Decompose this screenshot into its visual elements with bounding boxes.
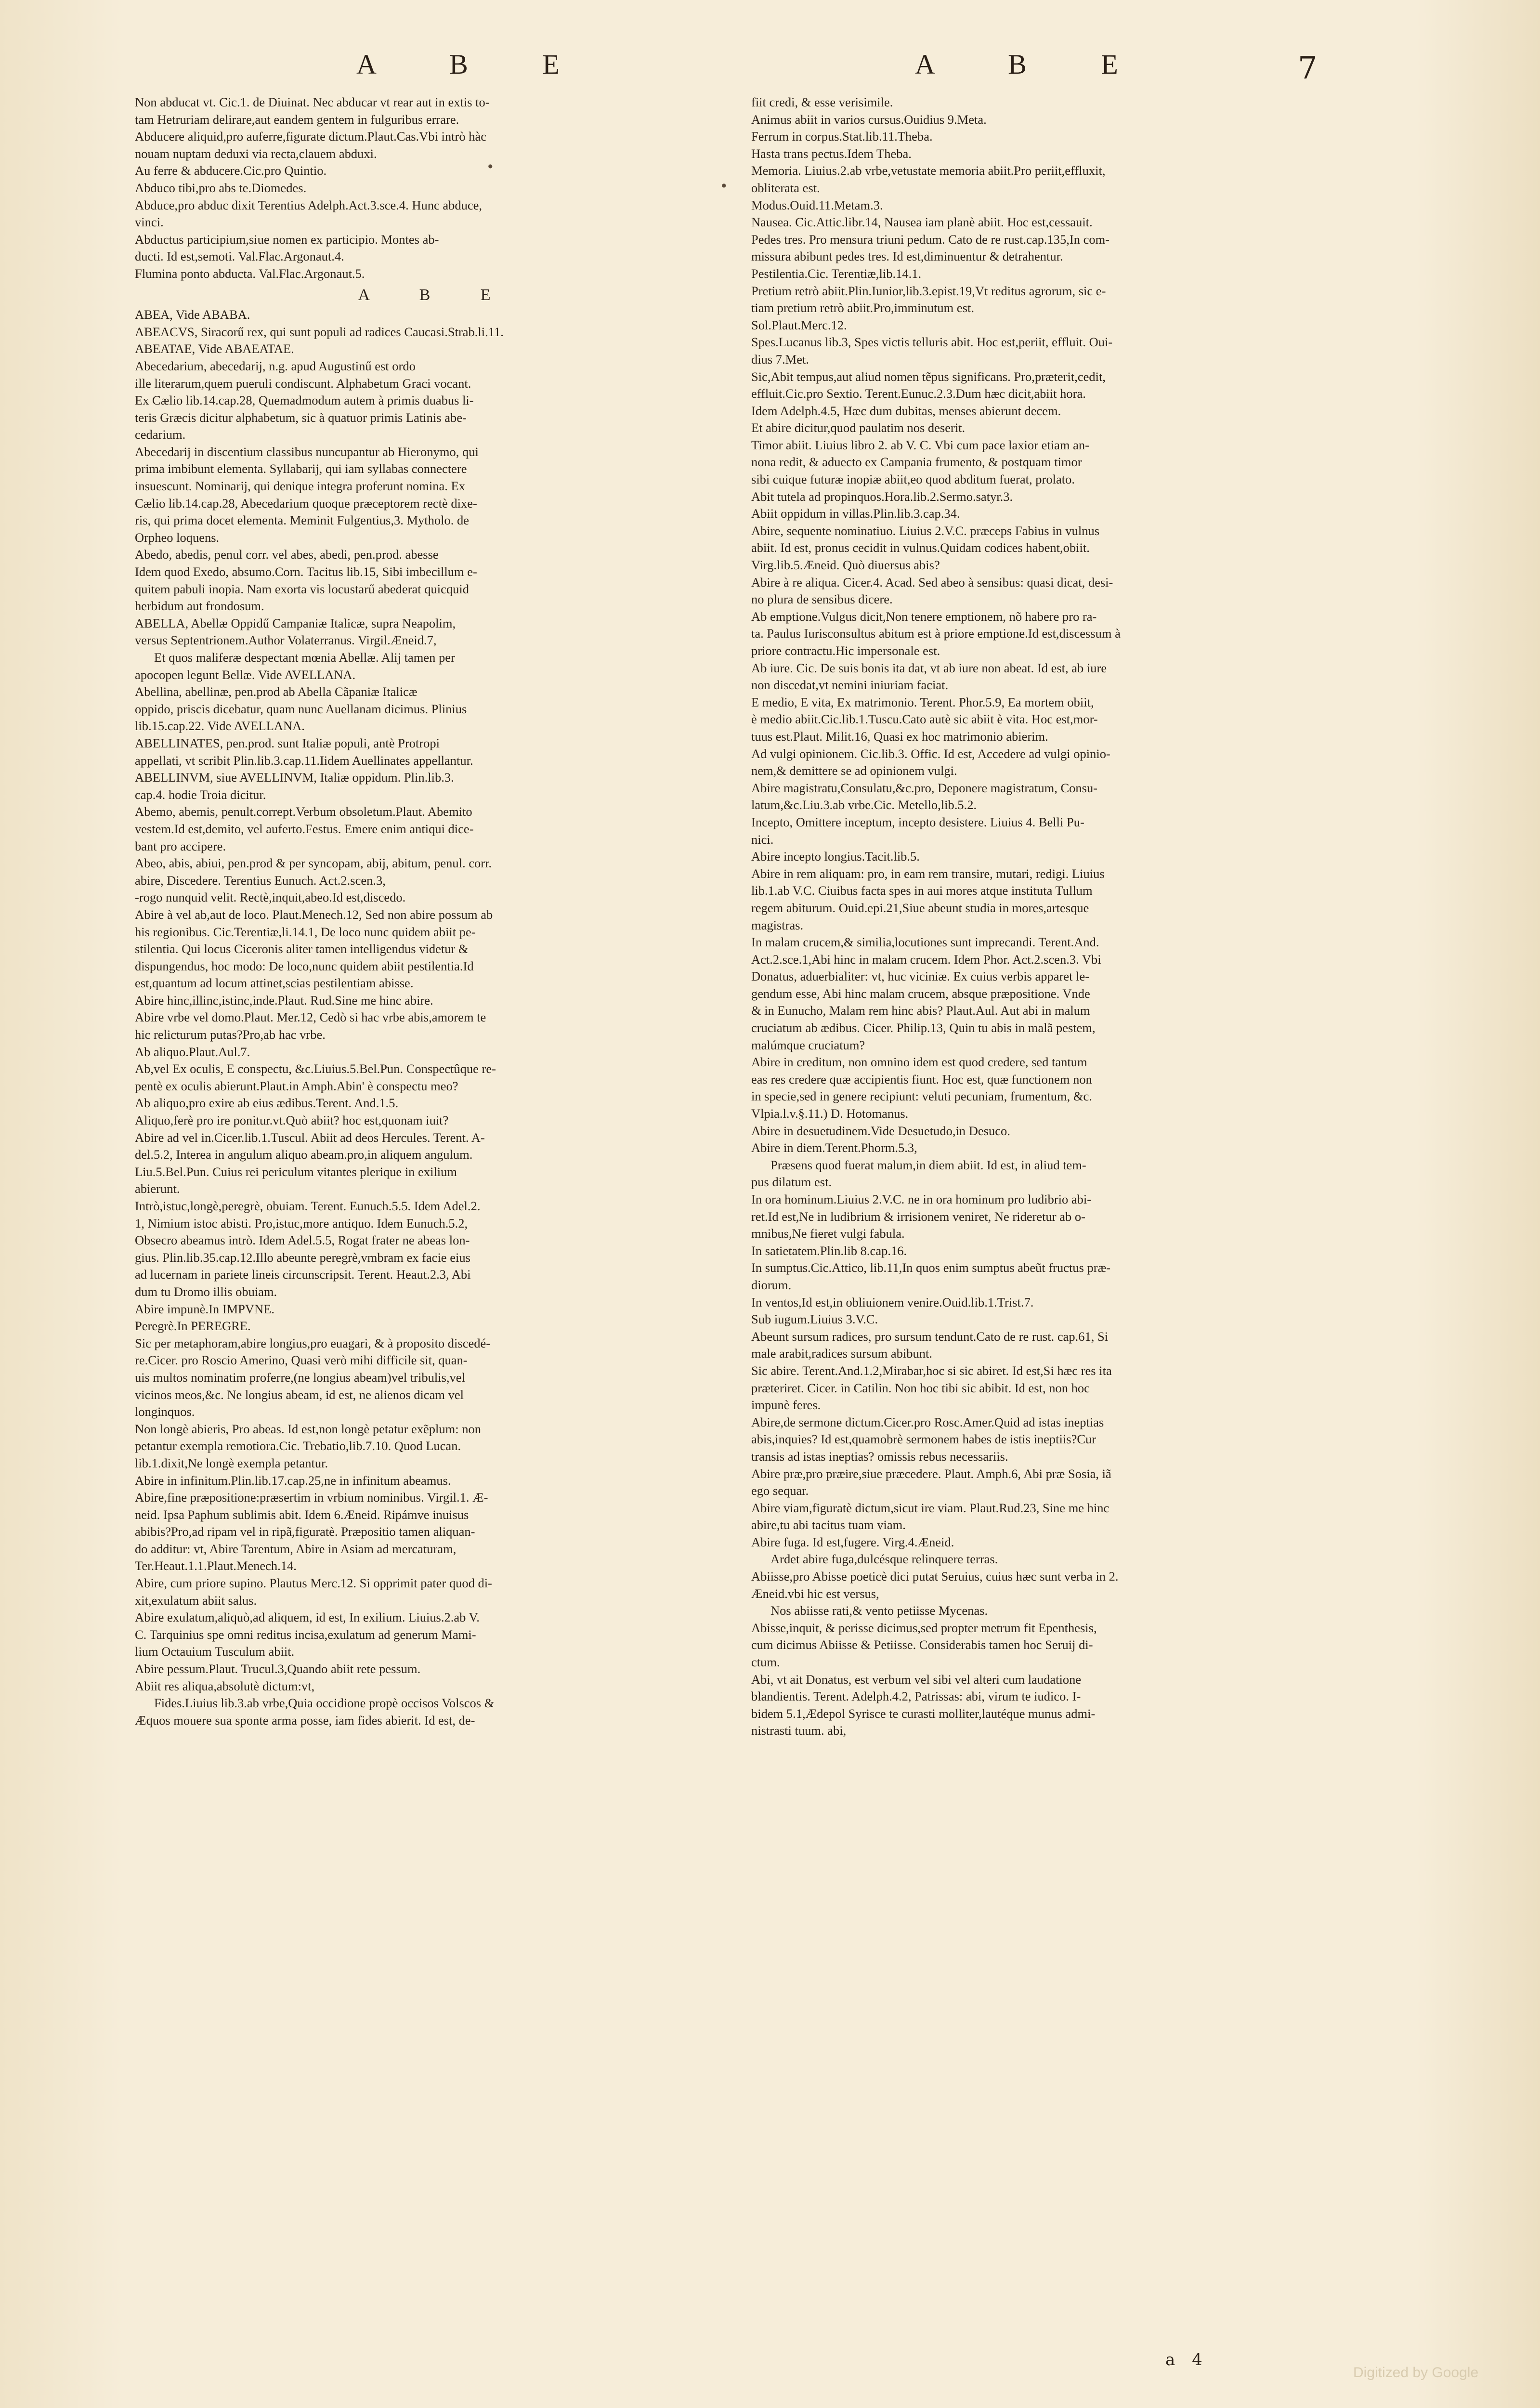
text-line: herbidum aut frondosum. xyxy=(135,599,264,614)
text-line: Nausea. Cic.Attic.libr.14, Nausea iam planè abiit. Hoc est,cessauit. xyxy=(751,215,1093,230)
text-line: Abire in rem aliquam: pro, in eam rem transire, mutari, redigi. Liuius xyxy=(751,866,1105,881)
text-line: Abduco tibi,pro abs te.Diomedes. xyxy=(135,180,307,195)
text-line: In ventos,Id est,in obliuionem venire.Ouid.lib.1.Trist.7. xyxy=(751,1295,1034,1309)
text-line: Abellina, abellinæ, pen.prod ab Abella Cãpaniæ Italicæ xyxy=(135,684,418,699)
text-line: lium Octauium Tusculum abiit. xyxy=(135,1644,295,1659)
text-line: ABEATAE, Vide ABAEATAE. xyxy=(135,341,294,356)
text-line: ris, qui prima docet elementa. Meminit Fulgentius,3. Mytholo. de xyxy=(135,513,470,528)
text-line: Abire in infinitum.Plin.lib.17.cap.25,ne in infinitum abeamus. xyxy=(135,1473,451,1488)
text-line: do additur: vt, Abire Tarentum, Abire in Asiam ad mercaturam, xyxy=(135,1541,457,1556)
text-line: Abemo, abemis, penult.corrept.Verbum obsoletum.Plaut. Abemito xyxy=(135,804,472,819)
text-line: abibis?Pro,ad ripam vel in ripã,figuratè. Præpositio tamen aliquan- xyxy=(135,1524,475,1539)
text-line: Abire,de sermone dictum.Cicer.pro Rosc.Amer.Quid ad istas ineptias xyxy=(751,1414,1104,1429)
text-line: Abire in diem.Terent.Phorm.5.3, xyxy=(751,1140,917,1155)
text-line: Sic per metaphoram,abire longius,pro euagari, & à proposito discedé- xyxy=(135,1335,491,1350)
text-line: cedarium. xyxy=(135,427,186,442)
text-line: Abire hinc,illinc,istinc,inde.Plaut. Rud.Sine me hinc abire. xyxy=(135,993,433,1008)
text-line: Abire à vel ab,aut de loco. Plaut.Menech.12, Sed non abire possum ab xyxy=(135,907,493,922)
bullet-mark: • xyxy=(720,178,728,194)
text-line: ctum. xyxy=(751,1655,780,1670)
text-line: Animus abiit in varios cursus.Ouidius 9.Meta. xyxy=(751,112,987,127)
text-line: versus Septentrionem.Author Volaterranus. Virgil.Æneid.7, xyxy=(135,633,437,648)
text-line: bidem 5.1,Ædepol Syrisce te curasti molliter,lautéque munus admi- xyxy=(751,1706,1096,1721)
text-line: dispungendus, hoc modo: De loco,nunc quidem abiit pestilentia.Id xyxy=(135,958,474,973)
text-line: cap.4. hodie Troia dicitur. xyxy=(135,787,266,802)
text-line: Obsecro abeamus intrò. Idem Adel.5.5, Rogat frater ne abeas lon- xyxy=(135,1233,470,1248)
text-line: lib.15.cap.22. Vide AVELLANA. xyxy=(135,719,305,733)
text-line: Donatus, aduerbialiter: vt, huc viciniæ. Ex cuius verbis apparet le- xyxy=(751,969,1090,984)
text-line: ducti. Id est,semoti. Val.Flac.Argonaut.4. xyxy=(135,249,344,264)
text-line: cum dicimus Abiisse & Petiisse. Considerabis tamen hoc Seruij di- xyxy=(751,1637,1093,1652)
text-line: Pedes tres. Pro mensura triuni pedum. Cato de re rust.cap.135,In com- xyxy=(751,232,1110,247)
text-line: lib.1.dixit,Ne longè exempla petantur. xyxy=(135,1455,328,1470)
text-line: Act.2.sce.1,Abi hinc in malam crucem. Idem Phor. Act.2.scen.3. Vbi xyxy=(751,952,1101,967)
text-line: prima imbibunt elementa. Syllabarij, qui iam syllabas connectere xyxy=(135,461,467,476)
text-line: quitem pabuli inopia. Nam exorta vis locustarű abederat quicquid xyxy=(135,581,469,596)
text-line: Peregrè.In PEREGRE. xyxy=(135,1319,251,1334)
text-line: præteriret. Cicer. in Catilin. Non hoc tibi sic abibit. Id est, non hoc xyxy=(751,1380,1090,1395)
text-line: obliterata est. xyxy=(751,180,820,195)
text-line: sibi cuique futuræ inopiæ abiit,eo quod abditum fuerat, prolato. xyxy=(751,472,1075,487)
text-line: Abire, cum priore supino. Plautus Merc.12. Si opprimit pater quod di- xyxy=(135,1576,492,1591)
text-line: Sol.Plaut.Merc.12. xyxy=(751,317,847,332)
text-line: Et quos maliferæ despectant mœnia Abellæ. Alij tamen per xyxy=(154,650,455,665)
text-line: Pretium retrò abiit.Plin.Iunior,lib.3.epist.19,Vt reditus agrorum, sic e- xyxy=(751,283,1106,298)
text-line: Sub iugum.Liuius 3.V.C. xyxy=(751,1312,878,1327)
text-line: Abiisse,pro Abisse poeticè dici putat Seruius, cuius hæc sunt verba in 2. xyxy=(751,1569,1119,1584)
text-line: Abit tutela ad propinquos.Hora.lib.2.Sermo.satyr.3. xyxy=(751,489,1013,504)
text-line: Aliquo,ferè pro ire ponitur.vt.Quò abiit? hoc est,quonam iuit? xyxy=(135,1113,449,1128)
text-line: Ferrum in corpus.Stat.lib.11.Theba. xyxy=(751,129,933,144)
text-line: Ab iure. Cic. De suis bonis ita dat, vt ab iure non abeat. Id est, ab iure xyxy=(751,660,1107,675)
text-line: Abeunt sursum radices, pro sursum tendunt.Cato de re rust. cap.61, Si xyxy=(751,1329,1109,1344)
text-line: apocopen legunt Bellæ. Vide AVELLANA. xyxy=(135,667,356,682)
text-line: Liu.5.Bel.Pun. Cuius rei periculum vitantes plerique in exilium xyxy=(135,1164,457,1179)
text-line: è medio abiit.Cic.lib.1.Tuscu.Cato autè sic abiit è vita. Hoc est,mor- xyxy=(751,712,1098,727)
text-line: ta. Paulus Iurisconsultus abitum est à priore emptione.Id est,discessum à xyxy=(751,626,1121,641)
text-line: Ab,vel Ex oculis, E conspectu, &c.Liuius.5.Bel.Pun. Conspectûque re- xyxy=(135,1061,496,1076)
text-line: 1, Nimium istoc abisti. Pro,istuc,more antiquo. Idem Eunuch.5.2, xyxy=(135,1216,468,1230)
text-line: Abire in desuetudinem.Vide Desuetudo,in Desuco. xyxy=(751,1123,1010,1138)
text-line: Abducere aliquid,pro auferre,figurate dictum.Plaut.Cas.Vbi intrò hàc xyxy=(135,129,486,144)
text-line: Abiit res aliqua,absolutè dictum:vt, xyxy=(135,1678,315,1693)
text-line: Abductus participium,siue nomen ex participio. Montes ab- xyxy=(135,232,439,247)
right-text-column xyxy=(751,94,1353,1740)
text-line: neid. Ipsa Paphum sublimis abit. Idem 6.Æneid. Ripámve inuisus xyxy=(135,1507,469,1522)
text-line: petantur exempla remotiora.Cic. Trebatio,lib.7.10. Quod Lucan. xyxy=(135,1439,461,1453)
text-line: Ter.Heaut.1.1.Plaut.Menech.14. xyxy=(135,1558,297,1573)
text-line: Ardet abire fuga,dulcésque relinquere terras. xyxy=(770,1552,998,1567)
text-line: Abire incepto longius.Tacit.lib.5. xyxy=(751,849,920,864)
text-line: Memoria. Liuius.2.ab vrbe,vetustate memoria abiit.Pro periit,effluxit, xyxy=(751,163,1106,178)
text-line: vicinos meos,&c. Ne longius abeam, id est, ne alienos dicam vel xyxy=(135,1387,464,1402)
text-line: transis ad istas ineptias? omissis rebus necessariis. xyxy=(751,1449,1008,1464)
text-line: Non abducat vt. Cic.1. de Diuinat. Nec abducar vt rear aut in extis to- xyxy=(135,95,490,109)
text-line: Abire in creditum, non omnino idem est quod credere, sed tantum xyxy=(751,1055,1087,1070)
text-line: & in Eunucho, Malam rem hinc abis? Plaut.Aul. Aut abi in malum xyxy=(751,1003,1090,1018)
text-line: non discedat,vt nemini iniuriam faciat. xyxy=(751,678,949,693)
text-line: tuus est.Plaut. Milit.16, Quasi ex hoc matrimonio abierim. xyxy=(751,729,1048,744)
text-line: Sic,Abit tempus,aut aliud nomen tẽpus significans. Pro,præterit,cedit, xyxy=(751,369,1106,384)
text-line: pentè ex oculis abierunt.Plaut.in Amph.Abin' è conspectu meo? xyxy=(135,1078,458,1093)
text-line: Spes.Lucanus lib.3, Spes victis telluris abit. Hoc est,periit, effluit. Oui- xyxy=(751,335,1113,350)
text-line: Ab emptione.Vulgus dicit,Non tenere emptionem, nõ habere pro ra- xyxy=(751,609,1097,624)
text-line: Abedo, abedis, penul corr. vel abes, abedi, pen.prod. abesse xyxy=(135,547,439,562)
running-head-left: A B E xyxy=(356,49,593,80)
text-line: vestem.Id est,demito, vel auferto.Festus. Emere enim antiqui dice- xyxy=(135,821,474,836)
text-line: Abire fuga. Id est,fugere. Virg.4.Æneid. xyxy=(751,1534,954,1549)
text-line: vinci. xyxy=(135,215,164,230)
text-line: Abire viam,figuratè dictum,sicut ire viam. Plaut.Rud.23, Sine me hinc xyxy=(751,1500,1109,1515)
text-line: Ex Cælio lib.14.cap.28, Quemadmodum autem à primis duabus li- xyxy=(135,393,474,408)
text-line: Abecedarij in discentium classibus nuncupantur ab Hieronymo, qui xyxy=(135,444,479,459)
left-text-column xyxy=(135,94,737,1729)
text-line: Abire exulatum,aliquò,ad aliquem, id est, In exilium. Liuius.2.ab V. xyxy=(135,1610,480,1625)
text-line: Virg.lib.5.Æneid. Quò diuersus abis? xyxy=(751,558,940,573)
text-line: Orpheo loquens. xyxy=(135,530,220,545)
text-line: Abire præ,pro præire,siue præcedere. Plaut. Amph.6, Abi præ Sosia, iã xyxy=(751,1466,1111,1481)
text-line: ABELLINVM, siue AVELLINVM, Italiæ oppidum. Plin.lib.3. xyxy=(135,770,454,785)
text-line: fiit credi, & esse verisimile. xyxy=(751,95,893,109)
text-line: Ab aliquo,pro exire ab eius ædibus.Terent. And.1.5. xyxy=(135,1096,399,1111)
text-line: Abisse,inquit, & perisse dicimus,sed propter metrum fit Epenthesis, xyxy=(751,1620,1097,1635)
text-line: ret.Id est,Ne in ludibrium & irrisionem veniret, Ne rideretur ab o- xyxy=(751,1209,1085,1224)
text-line: Idem Adelph.4.5, Hæc dum dubitas, menses abierunt decem. xyxy=(751,403,1061,418)
text-line: in specie,sed in genere recipiunt: veluti pecuniam, frumentum, &c. xyxy=(751,1089,1092,1104)
text-line: Hasta trans pectus.Idem Theba. xyxy=(751,146,912,161)
text-line: tiam pretium retrò abiit.Pro,imminutum est. xyxy=(751,301,974,315)
text-line: hic relicturum putas?Pro,ab hac vrbe. xyxy=(135,1027,326,1042)
text-line: Abire pessum.Plaut. Trucul.3,Quando abiit rete pessum. xyxy=(135,1662,421,1676)
text-line: Et abire dicitur,quod paulatim nos deserit. xyxy=(751,420,966,435)
text-line: abiit. Id est, pronus cecidit in vulnus.Quidam codices habent,obiit. xyxy=(751,540,1090,555)
text-line: Cælio lib.14.cap.28, Abecedarium quoque præceptorem rectè dixe- xyxy=(135,496,477,510)
text-line: In sumptus.Cic.Attico, lib.11,In quos enim sumptus abeũt fructus præ- xyxy=(751,1260,1111,1275)
text-line: Præsens quod fuerat malum,in diem abiit. Id est, in aliud tem- xyxy=(770,1157,1086,1172)
text-line: gendum esse, Abi hinc malam crucem, absque præpositione. Vnde xyxy=(751,986,1090,1001)
text-line: eas res credere quæ accipientis fiunt. Hoc est, quæ functionem non xyxy=(751,1072,1092,1086)
text-line: effluit.Cic.pro Sextio. Terent.Eunuc.2.3.Dum hæc dicit,abiit hora. xyxy=(751,386,1086,401)
text-line: malúmque cruciatum? xyxy=(751,1037,865,1052)
text-line: diorum. xyxy=(751,1277,792,1292)
digitization-watermark: Digitized by Google xyxy=(1353,2365,1479,2381)
text-line: teris Græcis dicitur alphabetum, sic à quatuor primis Latinis abe- xyxy=(135,410,467,425)
text-line: nistrasti tuum. abi, xyxy=(751,1723,847,1738)
text-line: ego sequar. xyxy=(751,1483,809,1498)
text-line: magistras. xyxy=(751,917,804,932)
text-line: pus dilatum est. xyxy=(751,1175,832,1190)
text-line: Intrò,istuc,longè,peregrè, obuiam. Terent. Eunuch.5.5. Idem Adel.2. xyxy=(135,1199,481,1213)
running-head-right: A B E xyxy=(915,49,1152,80)
text-line: Ad vulgi opinionem. Cic.lib.3. Offic. Id est, Accedere ad vulgi opinio- xyxy=(751,746,1110,761)
text-line: longinquos. xyxy=(135,1404,195,1419)
text-line: In malam crucem,& similia,locutiones sunt imprecandi. Terent.And. xyxy=(751,935,1099,950)
text-line: ABELLINATES, pen.prod. sunt Italiæ populi, antè Protropi xyxy=(135,735,440,750)
text-line: nouam nuptam deduxi via recta,clauem abduxi. xyxy=(135,146,377,161)
text-line: Abire vrbe vel domo.Plaut. Mer.12, Cedò si hac vrbe abis,amorem te xyxy=(135,1010,486,1025)
text-line: stilentia. Qui locus Ciceronis aliter tamen intelligendus videtur & xyxy=(135,942,469,956)
text-line: nem,& demittere se ad opinionem vulgi. xyxy=(751,763,957,778)
text-line: Modus.Ouid.11.Metam.3. xyxy=(751,197,883,212)
page-number: 7 xyxy=(1298,51,1318,86)
text-line: Abi, vt ait Donatus, est verbum vel sibi vel alteri cum laudatione xyxy=(751,1672,1082,1687)
text-line: Nos abiisse rati,& vento petiisse Mycenas. xyxy=(770,1603,988,1618)
text-line: insuescunt. Nominarij, qui denique integra proferunt nomina. Ex xyxy=(135,479,465,494)
text-line: E medio, E vita, Ex matrimonio. Terent. Phor.5.9, Ea mortem obiit, xyxy=(751,694,1094,709)
text-line: est,quantum ad locum attinet,scias pestilentiam abisse. xyxy=(135,976,414,991)
text-line: mnibus,Ne fieret vulgi fabula. xyxy=(751,1226,905,1241)
text-line: del.5.2, Interea in angulum aliquo abeam.pro,in aliquem angulum. xyxy=(135,1147,473,1162)
text-line: C. Tarquinius spe omni reditus incisa,exulatum ad generum Mami- xyxy=(135,1627,476,1642)
text-line: Abire ad vel in.Cicer.lib.1.Tuscul. Abiit ad deos Hercules. Terent. A- xyxy=(135,1130,485,1145)
text-line: abierunt. xyxy=(135,1181,180,1196)
text-line: Incepto, Omittere inceptum, incepto desistere. Liuius 4. Belli Pu- xyxy=(751,814,1084,829)
text-line: Abire magistratu,Consulatu,&c.pro, Deponere magistratum, Consu- xyxy=(751,780,1098,795)
text-line: nici. xyxy=(751,832,774,847)
text-line: In ora hominum.Liuius 2.V.C. ne in ora hominum pro ludibrio abi- xyxy=(751,1192,1092,1206)
text-line: Idem quod Exedo, absumo.Corn. Tacitus lib.15, Sibi imbecillum e- xyxy=(135,564,477,579)
text-line: ABELLA, Abellæ Oppidű Campaniæ Italicæ, supra Neapolim, xyxy=(135,615,456,630)
text-line: Abiit oppidum in villas.Plin.lib.3.cap.34. xyxy=(751,506,960,521)
text-line: re.Cicer. pro Roscio Amerino, Quasi verò mihi difficile sit, quan- xyxy=(135,1353,468,1368)
text-line: Au ferre & abducere.Cic.pro Quintio. xyxy=(135,163,327,178)
text-line: oppido, priscis dicebatur, quam nunc Auellanam dicimus. Plinius xyxy=(135,701,467,716)
text-line: abire, Discedere. Terentius Eunuch. Act.2.scen.3, xyxy=(135,873,386,888)
text-line: ad lucernam in pariete lineis circunscripsit. Terent. Heaut.2.3, Abi xyxy=(135,1267,471,1282)
text-line: Abecedarium, abecedarij, n.g. apud Augustinű est ordo xyxy=(135,358,416,373)
text-line: Abduce,pro abduc dixit Terentius Adelph.Act.3.sce.4. Hunc abduce, xyxy=(135,197,483,212)
signature-mark: a 4 xyxy=(1165,2350,1208,2369)
text-line: ABEA, Vide ABABA. xyxy=(135,307,250,322)
text-line: Abire impunè.In IMPVNE. xyxy=(135,1301,274,1316)
text-line: Non longè abieris, Pro abeas. Id est,non longè petatur exẽplum: non xyxy=(135,1421,482,1436)
text-line: male arabit,radices sursum abibunt. xyxy=(751,1346,933,1361)
text-line: dum tu Dromo illis obuiam. xyxy=(135,1284,277,1299)
text-line: nona redit, & aduecto ex Campania frumento, & postquam timor xyxy=(751,455,1082,470)
text-line: Pestilentia.Cic. Terentiæ,lib.14.1. xyxy=(751,266,922,281)
text-line: abis,inquies? Id est,quamobrè sermonem habes de istis ineptiis?Cur xyxy=(751,1432,1096,1447)
text-line: tam Hetruriam delirare,aut eandem gentem in fulguribus errare. xyxy=(135,112,459,127)
text-line: Abire, sequente nominatiuo. Liuius 2.V.C. præceps Fabius in vulnus xyxy=(751,523,1100,538)
text-line: abire,tu abi tacitus tuam viam. xyxy=(751,1518,906,1532)
text-line: priore contractu.Hic impersonale est. xyxy=(751,643,940,658)
text-line: Sic abire. Terent.And.1.2,Mirabar,hoc si sic abiret. Id est,Si hæc res ita xyxy=(751,1363,1112,1378)
text-line: Abire à re aliqua. Cicer.4. Acad. Sed abeo à sensibus: quasi dicat, desi- xyxy=(751,575,1113,589)
text-line: dius 7.Met. xyxy=(751,352,809,366)
text-line: Vlpia.l.v.§.11.) D. Hotomanus. xyxy=(751,1106,909,1121)
text-line: Fides.Liuius lib.3.ab vrbe,Quia occidione propè occisos Volscos & xyxy=(154,1696,495,1711)
bullet-mark: • xyxy=(486,159,495,175)
text-line: cruciatum ab ædibus. Cicer. Philip.13, Quin tu abis in malã pestem, xyxy=(751,1021,1096,1035)
text-line: no plura de sensibus dicere. xyxy=(751,592,893,607)
text-line: Abire,fine præpositione:præsertim in vrbium nominibus. Virgil.1. Æ- xyxy=(135,1490,488,1505)
text-line: regem abiturum. Ouid.epi.21,Siue abeunt studia in mores,artesque xyxy=(751,900,1089,915)
text-line: ille literarum,quem pueruli condiscunt. Alphabetum Graci vocant. xyxy=(135,376,471,391)
text-line: Timor abiit. Liuius libro 2. ab V. C. Vbi cum pace laxior etiam an- xyxy=(751,437,1089,452)
text-line: In satietatem.Plin.lib 8.cap.16. xyxy=(751,1243,907,1258)
text-line: Æneid.vbi hic est versus, xyxy=(751,1586,879,1601)
text-line: his regionibus. Cic.Terentiæ,li.14.1, De loco nunc quidem abiit pe- xyxy=(135,924,476,939)
text-line: xit,exulatum abiit salus. xyxy=(135,1593,257,1608)
text-line: latum,&c.Liu.3.ab vrbe.Cic. Metello,lib.5.2. xyxy=(751,798,977,812)
text-line: ABEACVS, Siracorű rex, qui sunt populi ad radices Caucasi.Strab.li.11. xyxy=(135,324,504,339)
text-line: Æquos mouere sua sponte arma posse, iam fides abierit. Id est, de- xyxy=(135,1713,475,1727)
text-line: impunè feres. xyxy=(751,1398,821,1413)
text-line: A B E xyxy=(358,286,514,304)
text-line: lib.1.ab V.C. Ciuibus facta spes in aui mores atque instituta Tullum xyxy=(751,883,1093,898)
text-line: bant pro accipere. xyxy=(135,838,226,853)
text-line: gius. Plin.lib.35.cap.12.Illo abeunte peregrè,vmbram ex facie eius xyxy=(135,1250,470,1265)
text-line: blandientis. Terent. Adelph.4.2, Patrissas: abi, virum te iudico. I- xyxy=(751,1689,1081,1704)
text-line: missura abibunt pedes tres. Id est,diminuentur & detrahentur. xyxy=(751,249,1063,264)
text-line: appellati, vt scribit Plin.lib.3.cap.11.Iidem Auellinates appellantur. xyxy=(135,753,473,768)
text-line: Abeo, abis, abiui, pen.prod & per syncopam, abij, abitum, penul. corr. xyxy=(135,856,492,871)
text-line: Flumina ponto abducta. Val.Flac.Argonaut.5. xyxy=(135,266,365,281)
text-line: -rogo nunquid velit. Rectè,inquit,abeo.Id est,discedo. xyxy=(135,890,406,905)
text-line: uis multos nominatim proferre,(ne longius abeam)vel tribulis,vel xyxy=(135,1370,465,1385)
text-line: Ab aliquo.Plaut.Aul.7. xyxy=(135,1044,250,1059)
